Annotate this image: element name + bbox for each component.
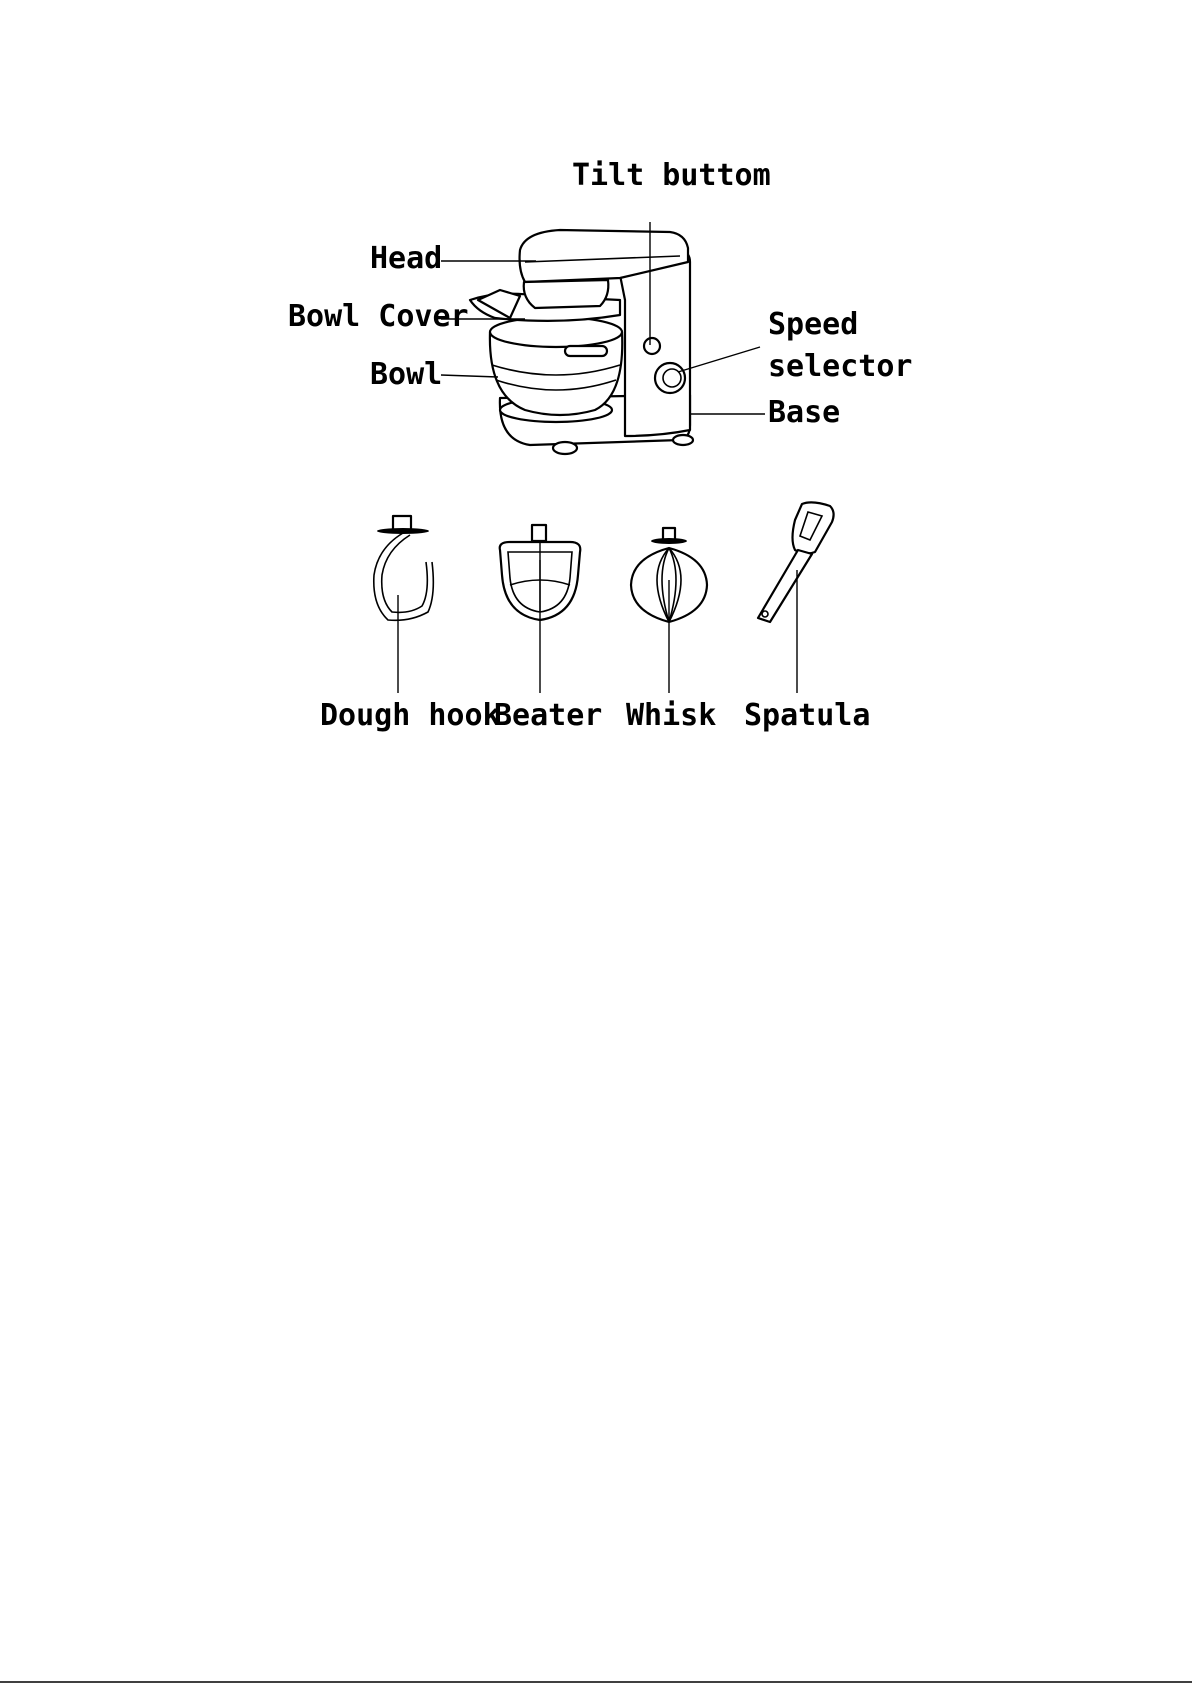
label-bowl: Bowl (370, 357, 443, 392)
mixer-tilt-button (644, 338, 660, 354)
beater-illustration (500, 525, 581, 693)
label-dough-hook: Dough hook (320, 698, 501, 733)
label-head: Head (370, 241, 443, 276)
whisk-illustration (631, 528, 707, 693)
label-tilt-button: Tilt buttom (572, 158, 771, 193)
leader-bowl (441, 375, 498, 377)
label-whisk: Whisk (626, 698, 717, 733)
label-spatula: Spatula (744, 698, 871, 733)
stand-mixer-illustration (470, 230, 693, 454)
label-speed-selector-line1: Speed (768, 307, 859, 342)
spatula-illustration (758, 502, 834, 693)
mixer-head-drive (524, 280, 609, 308)
dough-hook-body (374, 533, 434, 620)
dough-hook-shaft (393, 516, 411, 530)
label-bowl-cover: Bowl Cover (288, 299, 469, 334)
label-beater: Beater (494, 698, 603, 733)
mixer-bowl-handle (565, 346, 607, 356)
beater-shaft (532, 525, 546, 541)
label-base: Base (768, 395, 841, 430)
mixer-base-foot-rear (673, 435, 693, 445)
whisk-flange (651, 538, 687, 544)
label-speed-selector-line2: selector (768, 349, 913, 384)
mixer-base-foot (553, 442, 577, 454)
dough-hook-illustration (374, 516, 434, 693)
dough-hook-body-inner (382, 535, 428, 612)
spatula-head (793, 502, 834, 553)
